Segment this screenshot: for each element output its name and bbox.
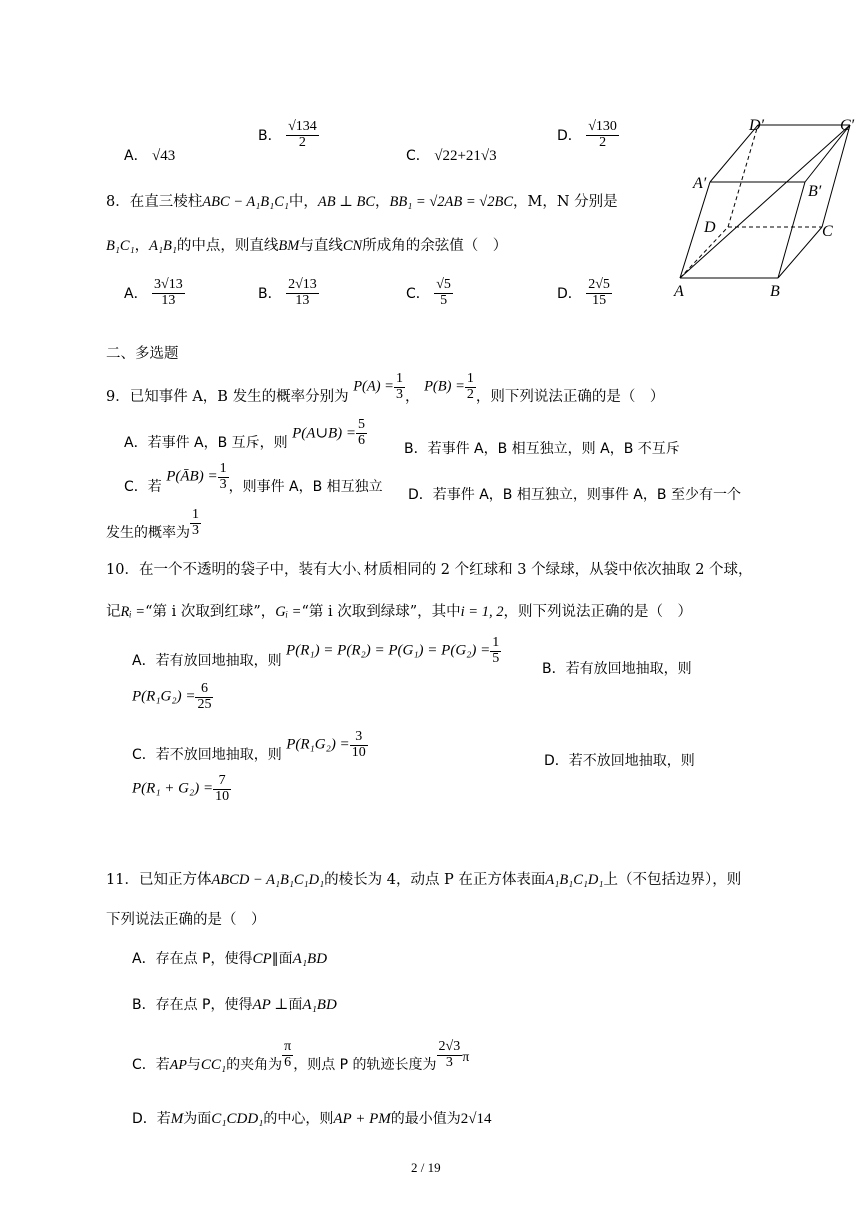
- q8-option-c-fraction: $\frac{√5}{5}$: [436, 277, 451, 308]
- q9-option-a: A．若事件 A，B 互斥，则 P(A∪B) = $\frac{5}{6}$: [124, 417, 366, 452]
- q9-option-b: B．若事件 A，B 相互独立，则 A，B 不互斥: [404, 441, 680, 457]
- q8-option-b-fraction: $\frac{2√13}{13}$: [288, 277, 317, 308]
- q7-option-c-value: √22+21√3: [434, 148, 497, 164]
- q11-stem-line2: 下列说法正确的是（ ）: [106, 912, 266, 928]
- q7-option-d: D． $\frac{√130}{2}$: [557, 119, 617, 150]
- q10-option-d-expr: P(R₁ + G₂) = $\frac{7}{10}$: [132, 773, 230, 804]
- q10-stem-line1: 10．在一个不透明的袋子中，装有大小､材质相同的 2 个红球和 3 个绿球，从袋中依次抽取 2 个球，: [106, 562, 753, 578]
- q7-option-d-fraction: $\frac{√130}{2}$: [588, 119, 617, 150]
- q11-option-d: D．若M为面C₁CDD₁的中心，则AP + PM的最小值为2√14: [132, 1111, 492, 1127]
- q8-option-b: B． $\frac{2√13}{13}$: [258, 277, 317, 308]
- q10-option-b: B．若有放回地抽取，则: [542, 661, 692, 677]
- q8-stem-line2: B₁C₁，A₁B₁的中点，则直线BM与直线CN所成角的余弦值（ ）: [106, 238, 508, 254]
- prism-figure: [660, 110, 860, 310]
- label-b: B: [770, 283, 780, 300]
- q8-option-d-fraction: $\frac{2√5}{15}$: [588, 277, 610, 308]
- q8-option-a: A． $\frac{3√13}{13}$: [124, 277, 183, 308]
- q10-option-d: D．若不放回地抽取，则: [544, 753, 695, 769]
- label-d1: D′: [749, 117, 765, 134]
- q9-option-c: C．若 P(ĀB) = $\frac{1}{3}$ ，则事件 A，B 相互独立: [124, 461, 383, 496]
- q7-option-a: A． √43: [124, 148, 176, 164]
- q10-option-b-expr: P(R₁G₂) = $\frac{6}{25}$: [132, 681, 212, 712]
- label-b1: B′: [808, 183, 822, 200]
- edge-bb1: [778, 182, 805, 278]
- q9-option-d-cont: 发生的概率为 $\frac{1}{3}$: [106, 507, 199, 542]
- page-number: 2 / 19: [411, 1160, 441, 1175]
- q7-option-b: B． $\frac{√134}{2}$: [258, 119, 317, 150]
- q9-stem: 9．已知事件 A，B 发生的概率分别为 P(A) = $\frac{1}{3}$ ， P(B) = $\frac{1}{2}$ ，则下列说法正确的是（ ）: [106, 371, 665, 406]
- q7-option-a-value: √43: [152, 148, 176, 164]
- label-c: C: [822, 223, 833, 240]
- q10-stem-line2: 记Rᵢ =“第 i 次取到红球”，Gᵢ =“第 i 次取到绿球”，其中i = 1, 2，则下列说法正确的是（ ）: [106, 604, 692, 620]
- q7-option-c: C． √22+21√3: [406, 148, 497, 164]
- q7-option-b-fraction: $\frac{√134}{2}$: [288, 119, 317, 150]
- q8-option-d: D． $\frac{2√5}{15}$: [557, 277, 610, 308]
- edge-cc1: [822, 125, 850, 227]
- label-d: D: [704, 219, 716, 236]
- q11-stem-line1: 11．已知正方体ABCD − A₁B₁C₁D₁的棱长为 4，动点 P 在正方体表面A₁B₁C₁D₁上（不包括边界），则: [106, 872, 742, 888]
- q8-option-a-fraction: $\frac{3√13}{13}$: [154, 277, 183, 308]
- q11-option-a: A．存在点 P，使得CP∥面A₁BD: [132, 951, 328, 967]
- q8-stem-line1: 8．在直三棱柱ABC − A₁B₁C₁中，AB ⊥ BC，BB₁ = √2AB = √2BC，M，N 分别是: [106, 194, 618, 210]
- q11-option-b: B．存在点 P，使得AP ⊥面A₁BD: [132, 997, 337, 1013]
- edge-bc: [778, 227, 822, 278]
- label-c1: C′: [840, 117, 855, 134]
- label-a1: A′: [693, 175, 707, 192]
- q9-option-d: D．若事件 A，B 相互独立，则事件 A，B 至少有一个: [408, 487, 741, 503]
- section-heading: 二、多选题: [106, 346, 179, 362]
- q8-option-c: C． $\frac{√5}{5}$: [406, 277, 451, 308]
- q10-option-c: C．若不放回地抽取，则 P(R₁G₂) = $\frac{3}{10}$: [132, 729, 366, 764]
- q10-option-a: A．若有放回地抽取，则 P(R₁) = P(R₂) = P(G₁) = P(G₂) = $\frac{1}{5}$: [132, 635, 500, 670]
- diag-ac1: [680, 125, 850, 278]
- q11-option-c: C．若AP与CC₁的夹角为 $\frac{\pi}{6}$ ，则点 P 的轨迹长度为 $\frac{2√3}{3}$ π: [132, 1039, 470, 1074]
- label-a: A: [674, 283, 684, 300]
